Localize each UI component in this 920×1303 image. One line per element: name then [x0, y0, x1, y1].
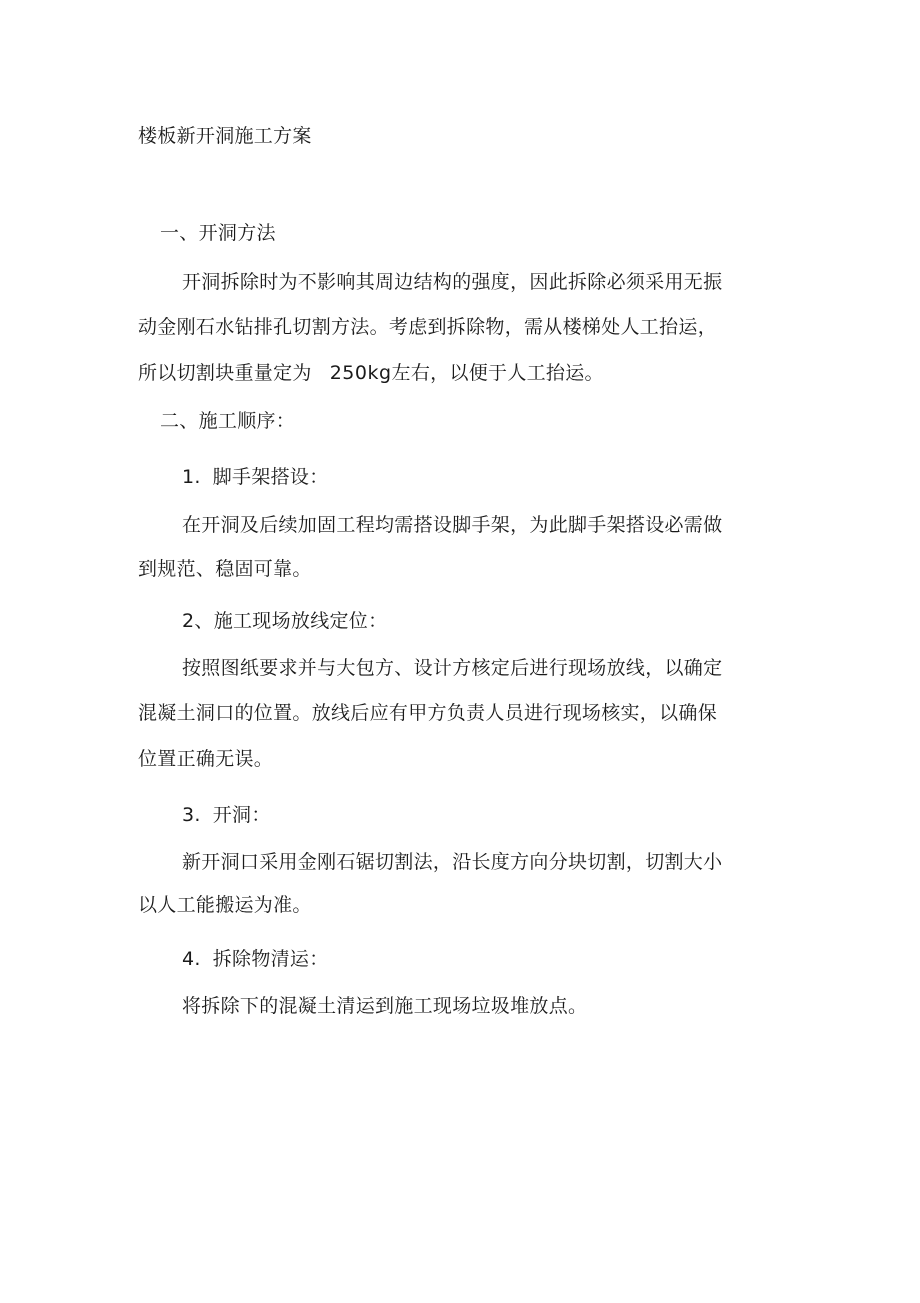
paragraph-line: 混凝土洞口的位置。放线后应有甲方负责人员进行现场核实，以确保 — [138, 702, 718, 724]
list-item-number: 1. — [182, 466, 201, 488]
paragraph-line: 位置正确无误。 — [138, 748, 274, 770]
paragraph-line: 开洞拆除时为不影响其周边结构的强度，因此拆除必须采用无振 — [182, 271, 723, 293]
list-item-heading — [182, 803, 271, 827]
list-item-number: 2、 — [182, 610, 214, 632]
section-heading-method: 一、开洞方法 — [160, 222, 276, 244]
weight-value: 250kg — [329, 362, 392, 384]
list-item-number: 3. — [182, 804, 201, 826]
paragraph-line: 将拆除下的混凝土清运到施工现场垃圾堆放点。 — [182, 995, 588, 1017]
list-item-heading — [182, 609, 387, 633]
list-item-heading — [182, 465, 329, 489]
list-item-title: 拆除物清运： — [212, 948, 329, 970]
list-item-number: 4. — [182, 948, 201, 970]
section-heading-sequence: 二、施工顺序： — [160, 410, 296, 432]
paragraph-text: 所以切割块重量定为 — [138, 362, 312, 384]
list-item-title: 施工现场放线定位： — [213, 610, 388, 632]
paragraph-line: 以人工能搬运为准。 — [138, 894, 312, 916]
paragraph-line — [138, 361, 604, 385]
paragraph-line: 在开洞及后续加固工程均需搭设脚手架，为此脚手架搭设必需做 — [182, 514, 723, 536]
paragraph-line: 动金刚石水钻排孔切割方法。考虑到拆除物，需从楼梯处人工抬运， — [138, 316, 718, 338]
paragraph-line: 到规范、稳固可靠。 — [138, 558, 312, 580]
paragraph-line: 按照图纸要求并与大包方、设计方核定后进行现场放线，以确定 — [182, 657, 723, 679]
paragraph-line: 新开洞口采用金刚石锯切割法，沿长度方向分块切割，切割大小 — [182, 851, 723, 873]
list-item-title: 开洞： — [212, 804, 271, 826]
list-item-heading — [182, 947, 329, 971]
list-item-title: 脚手架搭设： — [212, 466, 329, 488]
paragraph-text: 左右，以便于人工抬运。 — [391, 362, 604, 384]
document-title: 楼板新开洞施工方案 — [138, 125, 312, 147]
